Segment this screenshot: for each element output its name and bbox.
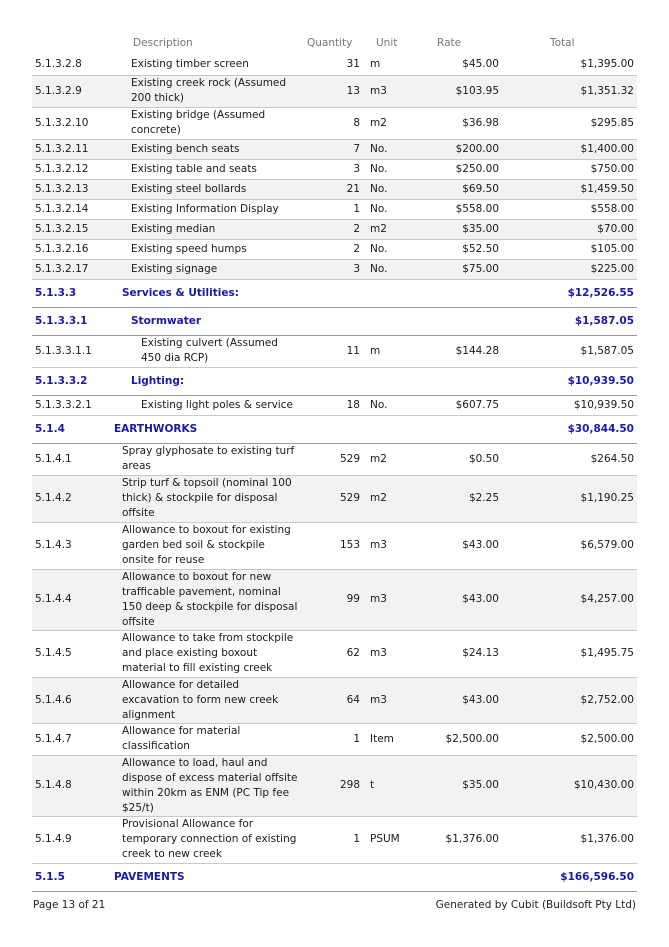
- quantity: 3: [300, 259, 362, 279]
- quantity: 1: [300, 723, 362, 755]
- rate: $43.00: [416, 677, 501, 723]
- item-row: [32, 677, 637, 723]
- description: Existing light poles & service: [114, 395, 300, 415]
- description: Existing signage: [114, 259, 300, 279]
- description: Allowance to boxout for existing garden bed soil & stockpile onsite for reuse: [114, 522, 300, 569]
- description: Existing table and seats: [114, 159, 300, 179]
- rate: $2,500.00: [416, 723, 501, 755]
- section-code: 5.1.3.3.2: [32, 367, 114, 395]
- rate: $52.50: [416, 239, 501, 259]
- description: Strip turf & topsoil (nominal 100 thick) & stockpile for disposal offsite: [114, 475, 300, 522]
- code: 5.1.4.8: [32, 755, 114, 816]
- item-row: [32, 630, 637, 677]
- section-description: Services & Utilities:: [114, 279, 300, 307]
- section-quantity: [300, 279, 362, 307]
- total: $1,351.32: [501, 75, 637, 107]
- section-code: 5.1.4: [32, 415, 114, 443]
- rate: $144.28: [416, 335, 501, 367]
- quantity: 21: [300, 179, 362, 199]
- quantity: 3: [300, 159, 362, 179]
- unit: No.: [362, 199, 416, 219]
- code: 5.1.3.2.17: [32, 259, 114, 279]
- quantity: 31: [300, 55, 362, 75]
- section-row: [32, 367, 637, 395]
- item-row: [32, 569, 637, 630]
- description: Allowance to boxout for new trafficable pavement, nominal 150 deep & stockpile for disposal offsite: [114, 569, 300, 630]
- section-rate: [416, 279, 501, 307]
- generator-credit: Generated by Cubit (Buildsoft Pty Ltd): [435, 899, 636, 911]
- total: $264.50: [501, 443, 637, 475]
- unit: No.: [362, 259, 416, 279]
- column-header-unit: Unit: [376, 37, 398, 49]
- unit: PSUM: [362, 816, 416, 863]
- item-row: [32, 335, 637, 367]
- column-header-rate: Rate: [437, 37, 462, 49]
- code: 5.1.4.5: [32, 630, 114, 677]
- quantity: 529: [300, 443, 362, 475]
- rate: $43.00: [416, 569, 501, 630]
- item-row: [32, 239, 637, 259]
- item-row: [32, 159, 637, 179]
- unit: m3: [362, 522, 416, 569]
- column-header-description: Description: [133, 37, 193, 49]
- section-total: $10,939.50: [501, 367, 637, 395]
- quantity: 99: [300, 569, 362, 630]
- quantity: 298: [300, 755, 362, 816]
- quantity: 11: [300, 335, 362, 367]
- rate: $607.75: [416, 395, 501, 415]
- total: $1,459.50: [501, 179, 637, 199]
- section-description: Stormwater: [114, 307, 300, 335]
- unit: m2: [362, 219, 416, 239]
- section-unit: [362, 279, 416, 307]
- rate: $35.00: [416, 755, 501, 816]
- rate: $24.13: [416, 630, 501, 677]
- item-row: [32, 443, 637, 475]
- description: Existing culvert (Assumed 450 dia RCP): [114, 335, 300, 367]
- total: $10,939.50: [501, 395, 637, 415]
- quantity: 2: [300, 219, 362, 239]
- section-code: 5.1.3.3: [32, 279, 114, 307]
- rate: $250.00: [416, 159, 501, 179]
- item-row: [32, 219, 637, 239]
- unit: m2: [362, 443, 416, 475]
- code: 5.1.3.2.10: [32, 107, 114, 139]
- quantity: 1: [300, 816, 362, 863]
- code: 5.1.3.2.13: [32, 179, 114, 199]
- section-row: [32, 279, 637, 307]
- total: $225.00: [501, 259, 637, 279]
- item-row: [32, 75, 637, 107]
- item-row: [32, 755, 637, 816]
- quantity: 13: [300, 75, 362, 107]
- code: 5.1.3.3.2.1: [32, 395, 114, 415]
- total: $750.00: [501, 159, 637, 179]
- unit: m: [362, 55, 416, 75]
- description: Spray glyphosate to existing turf areas: [114, 443, 300, 475]
- description: Existing bench seats: [114, 139, 300, 159]
- unit: m3: [362, 630, 416, 677]
- section-rate: [416, 415, 501, 443]
- item-row: [32, 723, 637, 755]
- section-unit: [362, 307, 416, 335]
- code: 5.1.3.2.11: [32, 139, 114, 159]
- total: $1,395.00: [501, 55, 637, 75]
- code: 5.1.3.2.16: [32, 239, 114, 259]
- description: Allowance for material classification: [114, 723, 300, 755]
- section-quantity: [300, 863, 362, 891]
- quantity: 529: [300, 475, 362, 522]
- code: 5.1.3.2.14: [32, 199, 114, 219]
- item-row: [32, 522, 637, 569]
- item-row: [32, 55, 637, 75]
- description: Existing speed humps: [114, 239, 300, 259]
- code: 5.1.4.2: [32, 475, 114, 522]
- description: Existing creek rock (Assumed 200 thick): [114, 75, 300, 107]
- section-row: [32, 415, 637, 443]
- rate: $200.00: [416, 139, 501, 159]
- section-unit: [362, 367, 416, 395]
- item-row: [32, 259, 637, 279]
- code: 5.1.4.9: [32, 816, 114, 863]
- item-row: [32, 139, 637, 159]
- total: $1,400.00: [501, 139, 637, 159]
- unit: m3: [362, 569, 416, 630]
- unit: No.: [362, 179, 416, 199]
- section-code: 5.1.3.3.1: [32, 307, 114, 335]
- total: $1,587.05: [501, 335, 637, 367]
- total: $1,495.75: [501, 630, 637, 677]
- description: Existing median: [114, 219, 300, 239]
- unit: No.: [362, 159, 416, 179]
- quantity: 8: [300, 107, 362, 139]
- unit: No.: [362, 139, 416, 159]
- rate: $1,376.00: [416, 816, 501, 863]
- code: 5.1.4.7: [32, 723, 114, 755]
- total: $2,500.00: [501, 723, 637, 755]
- description: Existing timber screen: [114, 55, 300, 75]
- section-rate: [416, 307, 501, 335]
- section-total: $1,587.05: [501, 307, 637, 335]
- unit: No.: [362, 239, 416, 259]
- section-row: [32, 307, 637, 335]
- total: $4,257.00: [501, 569, 637, 630]
- unit: Item: [362, 723, 416, 755]
- section-rate: [416, 367, 501, 395]
- rate: $69.50: [416, 179, 501, 199]
- section-unit: [362, 415, 416, 443]
- quantity: 1: [300, 199, 362, 219]
- bill-of-quantities-table: [32, 55, 637, 892]
- total: $105.00: [501, 239, 637, 259]
- item-row: [32, 816, 637, 863]
- item-row: [32, 395, 637, 415]
- total: $70.00: [501, 219, 637, 239]
- rate: $35.00: [416, 219, 501, 239]
- code: 5.1.3.3.1.1: [32, 335, 114, 367]
- item-row: [32, 107, 637, 139]
- item-row: [32, 475, 637, 522]
- item-row: [32, 199, 637, 219]
- code: 5.1.4.6: [32, 677, 114, 723]
- section-total: $12,526.55: [501, 279, 637, 307]
- unit: m2: [362, 107, 416, 139]
- description: Allowance to load, haul and dispose of excess material offsite within 20km as ENM (PC Tip fee $25/t): [114, 755, 300, 816]
- quantity: 62: [300, 630, 362, 677]
- section-code: 5.1.5: [32, 863, 114, 891]
- item-row: [32, 179, 637, 199]
- rate: $36.98: [416, 107, 501, 139]
- quantity: 18: [300, 395, 362, 415]
- section-quantity: [300, 307, 362, 335]
- section-total: $30,844.50: [501, 415, 637, 443]
- page-number: Page 13 of 21: [33, 899, 106, 911]
- rate: $0.50: [416, 443, 501, 475]
- unit: t: [362, 755, 416, 816]
- code: 5.1.4.4: [32, 569, 114, 630]
- section-rate: [416, 863, 501, 891]
- rate: $45.00: [416, 55, 501, 75]
- quantity: 153: [300, 522, 362, 569]
- total: $1,376.00: [501, 816, 637, 863]
- description: Provisional Allowance for temporary connection of existing creek to new creek: [114, 816, 300, 863]
- code: 5.1.4.3: [32, 522, 114, 569]
- column-header-quantity: Quantity: [307, 37, 353, 49]
- section-description: Lighting:: [114, 367, 300, 395]
- rate: $75.00: [416, 259, 501, 279]
- column-header-total: Total: [550, 37, 575, 49]
- quantity: 2: [300, 239, 362, 259]
- code: 5.1.3.2.9: [32, 75, 114, 107]
- code: 5.1.4.1: [32, 443, 114, 475]
- rate: $103.95: [416, 75, 501, 107]
- section-quantity: [300, 367, 362, 395]
- rate: $43.00: [416, 522, 501, 569]
- total: $295.85: [501, 107, 637, 139]
- description: Allowance for detailed excavation to form new creek alignment: [114, 677, 300, 723]
- unit: m2: [362, 475, 416, 522]
- section-quantity: [300, 415, 362, 443]
- section-unit: [362, 863, 416, 891]
- code: 5.1.3.2.12: [32, 159, 114, 179]
- section-total: $166,596.50: [501, 863, 637, 891]
- description: Existing steel bollards: [114, 179, 300, 199]
- description: Allowance to take from stockpile and place existing boxout material to fill existing creek: [114, 630, 300, 677]
- code: 5.1.3.2.8: [32, 55, 114, 75]
- total: $10,430.00: [501, 755, 637, 816]
- total: $558.00: [501, 199, 637, 219]
- section-description: PAVEMENTS: [114, 863, 300, 891]
- section-description: EARTHWORKS: [114, 415, 300, 443]
- total: $2,752.00: [501, 677, 637, 723]
- unit: m: [362, 335, 416, 367]
- total: $6,579.00: [501, 522, 637, 569]
- quantity: 7: [300, 139, 362, 159]
- description: Existing Information Display: [114, 199, 300, 219]
- column-header-row: [0, 35, 669, 51]
- quantity: 64: [300, 677, 362, 723]
- rate: $2.25: [416, 475, 501, 522]
- total: $1,190.25: [501, 475, 637, 522]
- unit: m3: [362, 75, 416, 107]
- section-row: [32, 863, 637, 891]
- unit: m3: [362, 677, 416, 723]
- unit: No.: [362, 395, 416, 415]
- rate: $558.00: [416, 199, 501, 219]
- description: Existing bridge (Assumed concrete): [114, 107, 300, 139]
- code: 5.1.3.2.15: [32, 219, 114, 239]
